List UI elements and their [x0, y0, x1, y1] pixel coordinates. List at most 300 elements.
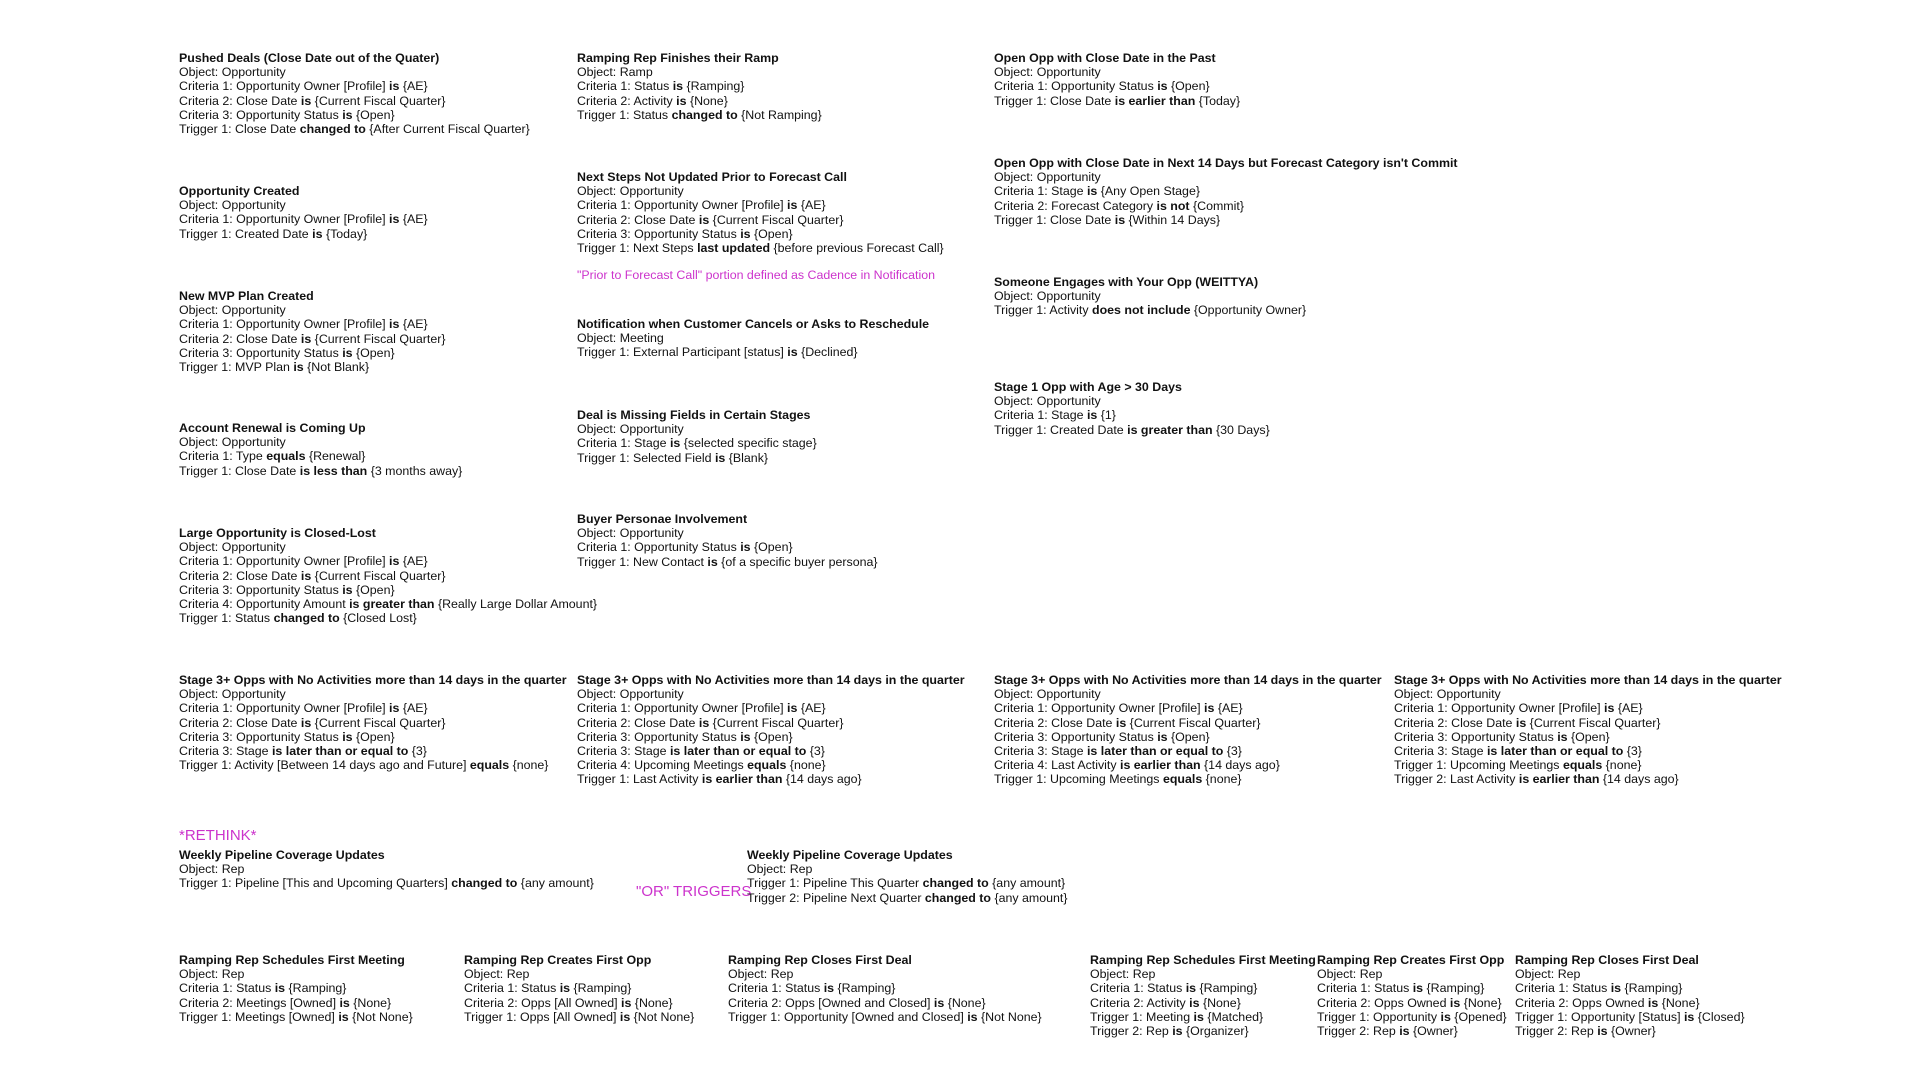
rule-text: Criteria 2: Close Date	[179, 568, 301, 583]
rule-line	[994, 744, 1382, 758]
rule-text: {Not Blank}	[303, 360, 370, 375]
rule-text: {none}	[509, 758, 549, 773]
rule-operator: changed to	[273, 611, 340, 626]
rule-operator: is	[1683, 1009, 1695, 1024]
rule-text: Trigger 1: Activity [Between 14 days ago and Future]	[179, 758, 470, 773]
rule-line	[994, 730, 1382, 744]
rule-title: Weekly Pipeline Coverage Updates	[747, 848, 953, 862]
rule-line	[179, 967, 413, 981]
rule-operator: is	[1157, 729, 1168, 744]
rule-line	[994, 758, 1382, 772]
rule-line	[577, 345, 929, 359]
rule-line	[179, 758, 567, 772]
rule-operator: is	[740, 729, 751, 744]
rule-line	[994, 303, 1306, 317]
rule-text: {none}	[1202, 772, 1242, 787]
rule-title: Ramping Rep Creates First Opp	[464, 953, 652, 967]
rule-text: {Not Ramping}	[737, 107, 822, 122]
rule-text: Criteria 3: Opportunity Status	[179, 729, 343, 744]
rule-line	[1090, 996, 1316, 1010]
rule-operator: changed to	[451, 876, 518, 891]
rule-open-opp-past	[994, 51, 1240, 108]
rule-line	[994, 184, 1458, 198]
rule-text: {AE}	[797, 701, 826, 716]
rule-text: {3}	[408, 744, 427, 759]
rule-operator: equals	[1562, 758, 1603, 773]
rule-text: {None}	[944, 995, 986, 1010]
rule-title: Weekly Pipeline Coverage Updates	[179, 848, 385, 862]
rule-line	[747, 891, 1067, 905]
rule-text: Criteria 2: Close Date	[577, 715, 699, 730]
rule-line	[577, 227, 944, 241]
rule-text: Object: Rep	[1090, 967, 1156, 982]
rule-line	[179, 540, 597, 554]
rule-text: Trigger 1: Pipeline This Quarter	[747, 876, 923, 891]
rule-text: Criteria 1: Status	[1515, 981, 1611, 996]
rule-text: {1}	[1097, 408, 1116, 423]
rule-text: Object: Opportunity	[1394, 687, 1501, 702]
rule-weekly-pipeline-1	[179, 848, 594, 891]
rule-line	[994, 94, 1240, 108]
rule-line	[464, 981, 694, 995]
rule-operator: is	[1114, 212, 1126, 227]
rule-line	[179, 597, 597, 611]
rule-opportunity-created	[179, 184, 428, 241]
rule-text: {Today}	[322, 226, 368, 241]
rule-operator: is	[300, 93, 312, 108]
rule-line	[994, 701, 1382, 715]
rule-pushed-deals	[179, 51, 530, 136]
rule-text: {Not None}	[348, 1009, 413, 1024]
rule-operator: is	[342, 107, 353, 122]
rule-text: {AE}	[399, 79, 428, 94]
rule-text: {Open}	[1167, 729, 1210, 744]
rule-text: {Any Open Stage}	[1097, 184, 1200, 199]
rule-text: Object: Rep	[1515, 967, 1581, 982]
rule-operator: is	[1193, 1009, 1204, 1024]
rule-text: {Declined}	[797, 345, 858, 360]
rule-line	[179, 332, 446, 346]
rule-operator: is	[1440, 1009, 1451, 1024]
rule-text: {Open}	[352, 729, 395, 744]
rule-text: {Open}	[1167, 79, 1210, 94]
rule-line	[994, 65, 1240, 79]
rule-text: Object: Opportunity	[994, 394, 1101, 409]
rule-operator: is earlier than	[1114, 93, 1196, 108]
rule-text: Criteria 3: Opportunity Status	[179, 107, 343, 122]
rule-text: Criteria 1: Opportunity Owner [Profile]	[179, 212, 390, 227]
rule-line	[1394, 716, 1782, 730]
rule-text: Trigger 1: Meeting	[1090, 1009, 1194, 1024]
rule-text: {Opportunity Owner}	[1190, 303, 1307, 318]
rule-line	[1090, 1010, 1316, 1024]
rule-operator: is	[714, 450, 726, 465]
rule-operator: is	[1647, 995, 1659, 1010]
rule-operator: is	[293, 360, 304, 375]
rule-text: {Renewal}	[305, 449, 366, 464]
rule-line	[577, 241, 944, 255]
rule-line	[577, 701, 965, 715]
rule-text: {Current Fiscal Quarter}	[311, 568, 446, 583]
rule-text: {None}	[349, 995, 392, 1010]
rule-text: {Current Fiscal Quarter}	[1526, 715, 1661, 730]
rule-title: Ramping Rep Schedules First Meeting	[1090, 953, 1316, 967]
rule-missing-fields	[577, 408, 817, 465]
rule-operator: is	[338, 1009, 349, 1024]
rule-new-mvp-plan	[179, 289, 446, 374]
rule-line	[577, 555, 878, 569]
rule-title: Notification when Customer Cancels or Asks to Reschedule	[577, 317, 930, 331]
rule-operator: is	[389, 317, 400, 332]
rule-line	[1515, 996, 1745, 1010]
rule-title: Deal is Missing Fields in Certain Stages	[577, 408, 811, 422]
rule-line	[179, 122, 530, 136]
rule-line	[1515, 1010, 1745, 1024]
rule-text: {none}	[786, 758, 826, 773]
rethink-note: *RETHINK*	[179, 827, 257, 844]
rule-text: Criteria 1: Stage	[577, 436, 670, 451]
rule-text: Object: Opportunity	[179, 540, 286, 555]
rule-text: Trigger 1: MVP Plan	[179, 360, 294, 375]
rule-operator: is less than	[299, 463, 368, 478]
rule-line	[179, 730, 567, 744]
rule-operator: is	[698, 715, 710, 730]
rule-line	[464, 996, 694, 1010]
rule-line	[179, 716, 567, 730]
rule-ramp-schedules-1	[179, 953, 413, 1024]
rule-operator: is greater than	[349, 597, 435, 612]
rule-text: {Ramping}	[683, 79, 745, 94]
or-triggers-note: "OR" TRIGGERS	[636, 883, 752, 900]
rule-line	[577, 331, 929, 345]
rule-text: Criteria 2: Activity	[1090, 995, 1190, 1010]
rule-ramp-schedules-2	[1090, 953, 1316, 1038]
rule-operator: does not include	[1092, 303, 1191, 318]
rule-title: Opportunity Created	[179, 184, 300, 198]
rule-line	[994, 423, 1270, 437]
rule-line	[1394, 772, 1782, 786]
rule-text: {Closed Lost}	[339, 611, 417, 626]
rule-ramp-creates-1	[464, 953, 694, 1024]
rule-text: {AE}	[399, 317, 428, 332]
rule-operator: is	[274, 981, 286, 996]
rule-text: {AE}	[1214, 701, 1243, 716]
rule-text: Trigger 1: Close Date	[994, 93, 1115, 108]
rule-next-steps-not-updated	[577, 170, 944, 255]
rule-text: Criteria 1: Status	[1317, 981, 1413, 996]
rule-text: Trigger 1: New Contact	[577, 554, 708, 569]
rule-line	[464, 1010, 694, 1024]
rule-operator: is	[787, 701, 798, 716]
rule-text: Criteria 1: Opportunity Owner [Profile]	[994, 701, 1205, 716]
rule-title: Account Renewal is Coming Up	[179, 421, 366, 435]
rule-text: Trigger 1: Opps [All Owned]	[464, 1009, 620, 1024]
rule-line	[577, 65, 822, 79]
rule-text: {Open}	[750, 226, 793, 241]
rule-operator: is	[300, 715, 312, 730]
rule-text: {none}	[1602, 758, 1642, 773]
rule-text: {After Current Fiscal Quarter}	[365, 122, 530, 137]
rule-text: {None}	[1460, 995, 1502, 1010]
rule-line	[994, 199, 1458, 213]
rule-text: {Owner}	[1607, 1024, 1656, 1039]
rule-title: Ramping Rep Finishes their Ramp	[577, 51, 779, 65]
rule-text: Criteria 1: Status	[179, 981, 275, 996]
rule-text: Criteria 4: Upcoming Meetings	[577, 758, 748, 773]
rule-operator: is	[339, 995, 350, 1010]
rule-text: Criteria 3: Opportunity Status	[577, 729, 741, 744]
rule-operator: is	[676, 93, 687, 108]
rule-line	[1090, 981, 1316, 995]
rule-text: {None}	[686, 93, 728, 108]
rule-text: Criteria 3: Opportunity Status	[577, 226, 741, 241]
rule-line	[1317, 981, 1507, 995]
rule-line	[747, 876, 1067, 890]
rule-text: Trigger 1: Activity	[994, 303, 1093, 318]
rule-text: {AE}	[399, 554, 428, 569]
rule-text: Trigger 1: Selected Field	[577, 450, 715, 465]
rule-line	[179, 198, 428, 212]
rule-operator: is	[342, 582, 353, 597]
rule-text: Criteria 1: Opportunity Owner [Profile]	[577, 701, 788, 716]
rule-text: Criteria 2: Close Date	[1394, 715, 1516, 730]
rule-someone-engages	[994, 275, 1306, 318]
rule-line	[1090, 1024, 1316, 1038]
rule-text: Criteria 1: Status	[464, 981, 560, 996]
rule-text: Criteria 2: Close Date	[179, 715, 301, 730]
rule-text: Object: Rep	[464, 967, 530, 982]
rule-text: Criteria 2: Opps [All Owned]	[464, 995, 622, 1010]
rule-text: {AE}	[399, 212, 428, 227]
rule-operator: is	[1449, 995, 1461, 1010]
rule-operator: is	[1399, 1024, 1410, 1039]
rule-text: Object: Opportunity	[577, 184, 684, 199]
rule-line	[577, 716, 965, 730]
rule-text: {Commit}	[1189, 198, 1244, 213]
rule-title: Large Opportunity is Closed-Lost	[179, 526, 376, 540]
rule-operator: is	[300, 331, 312, 346]
rule-text: {None}	[631, 995, 673, 1010]
rule-ramp-closes-2	[1515, 953, 1745, 1038]
rule-text: {Owner}	[1409, 1024, 1458, 1039]
rule-line	[179, 94, 530, 108]
rule-text: {Current Fiscal Quarter}	[311, 331, 446, 346]
rule-line	[994, 408, 1270, 422]
rule-line	[179, 862, 594, 876]
rule-line	[577, 198, 944, 212]
rule-operator: is	[787, 345, 798, 360]
rule-text: {Not None}	[630, 1009, 695, 1024]
rule-operator: is later than or equal to	[1086, 744, 1224, 759]
rule-text: {Ramping}	[285, 981, 347, 996]
rule-operator: is	[967, 1009, 978, 1024]
rule-operator: is	[1086, 408, 1098, 423]
rule-text: Trigger 1: Last Activity	[577, 772, 702, 787]
rule-text: {of a specific buyer persona}	[717, 554, 878, 569]
rule-operator: is	[1412, 981, 1424, 996]
rule-operator: is	[389, 79, 400, 94]
rule-operator: is	[787, 198, 798, 213]
rule-title: Open Opp with Close Date in Next 14 Days but Forecast Category isn't Commit	[994, 156, 1458, 170]
rule-line	[464, 967, 694, 981]
rule-line	[179, 227, 428, 241]
rule-text: {3}	[806, 744, 825, 759]
rule-line	[179, 435, 462, 449]
rule-text: {AE}	[797, 198, 826, 213]
rule-title: Stage 3+ Opps with No Activities more than 14 days in the quarter	[179, 673, 567, 687]
rule-line	[728, 996, 1042, 1010]
rule-operator: is	[312, 226, 323, 241]
rule-text: Criteria 3: Opportunity Status	[1394, 729, 1558, 744]
rule-operator: changed to	[922, 876, 989, 891]
rule-text: {Closed}	[1694, 1009, 1745, 1024]
rule-text: Criteria 2: Opps Owned	[1515, 995, 1648, 1010]
rule-line	[179, 611, 597, 625]
rule-text: {Open}	[352, 582, 395, 597]
rule-weekly-pipeline-2	[747, 848, 1067, 905]
rule-operator: equals	[1162, 772, 1203, 787]
rule-text: {Really Large Dollar Amount}	[434, 597, 598, 612]
rule-text: Trigger 2: Rep	[1317, 1024, 1400, 1039]
rule-operator: is	[669, 436, 681, 451]
rule-text: Criteria 1: Stage	[994, 408, 1087, 423]
rule-line	[179, 464, 462, 478]
rule-text: Trigger 1: Status	[179, 611, 274, 626]
rule-line	[994, 716, 1382, 730]
rule-title: Stage 3+ Opps with No Activities more than 14 days in the quarter	[994, 673, 1382, 687]
rule-text: Criteria 3: Opportunity Status	[994, 729, 1158, 744]
rule-operator: is later than or equal to	[1486, 744, 1624, 759]
rule-text: Trigger 1: Opportunity [Status]	[1515, 1009, 1684, 1024]
rule-line	[577, 213, 944, 227]
rule-line	[1394, 744, 1782, 758]
rule-line	[179, 687, 567, 701]
rule-text: Object: Meeting	[577, 331, 664, 346]
prior-forecast-note: "Prior to Forecast Call" portion defined as Cadence in Notification	[577, 268, 935, 282]
rule-text: {AE}	[399, 701, 428, 716]
rule-line	[1515, 967, 1745, 981]
rule-line	[1317, 967, 1507, 981]
rule-text: Criteria 1: Opportunity Owner [Profile]	[179, 79, 390, 94]
rule-line	[577, 744, 965, 758]
rule-operator: is	[1557, 729, 1568, 744]
rule-ramp-closes-1	[728, 953, 1042, 1024]
rule-operator: is	[621, 995, 632, 1010]
rule-line	[1394, 758, 1782, 772]
rule-stage3-v4	[1394, 673, 1782, 787]
rule-line	[994, 289, 1306, 303]
rule-text: {Open}	[352, 345, 395, 360]
rule-stage3-v3	[994, 673, 1382, 787]
rule-operator: is	[300, 568, 312, 583]
rule-operator: is	[342, 729, 353, 744]
rule-text: Trigger 1: Upcoming Meetings	[1394, 758, 1563, 773]
rule-text: Trigger 1: Next Steps	[577, 241, 698, 256]
rule-line	[577, 422, 817, 436]
rule-text: Object: Opportunity	[179, 435, 286, 450]
rule-text: Criteria 3: Stage	[994, 744, 1087, 759]
rule-title: Stage 3+ Opps with No Activities more than 14 days in the quarter	[1394, 673, 1782, 687]
rule-text: {Ramping}	[570, 981, 632, 996]
rule-operator: is	[1597, 1024, 1608, 1039]
rule-text: {any amount}	[988, 876, 1066, 891]
rule-text: Criteria 2: Close Date	[179, 331, 301, 346]
rule-text: {3}	[1223, 744, 1242, 759]
rule-line	[577, 758, 965, 772]
rule-text: Object: Opportunity	[994, 65, 1101, 80]
rule-operator: is	[1185, 981, 1197, 996]
rule-operator: is earlier than	[1120, 758, 1201, 773]
rule-operator: is	[823, 981, 835, 996]
rule-line	[179, 212, 428, 226]
rule-text: Criteria 1: Status	[728, 981, 824, 996]
rule-text: {Open}	[750, 729, 793, 744]
rule-operator: is	[1189, 995, 1200, 1010]
rule-text: Trigger 2: Rep	[1515, 1024, 1598, 1039]
rule-line	[577, 772, 965, 786]
rule-operator: equals	[266, 449, 306, 464]
rule-operator: is	[389, 212, 400, 227]
rule-operator: is	[672, 79, 684, 94]
rule-title: Pushed Deals (Close Date out of the Quater)	[179, 51, 440, 65]
rule-operator: is	[707, 554, 718, 569]
rule-operator: is	[1157, 79, 1168, 94]
rule-large-opp-closed-lost	[179, 526, 597, 625]
rule-text: Criteria 4: Opportunity Amount	[179, 597, 350, 612]
rule-line	[577, 436, 817, 450]
rule-text: Object: Rep	[1317, 967, 1383, 982]
rule-text: {Current Fiscal Quarter}	[1126, 715, 1261, 730]
rule-buyer-personae	[577, 512, 878, 569]
rule-text: Trigger 1: Pipeline [This and Upcoming Quarters]	[179, 876, 452, 891]
rule-title: Ramping Rep Creates First Opp	[1317, 953, 1505, 967]
rule-text: {Blank}	[725, 450, 769, 465]
rule-operator: changed to	[671, 107, 738, 122]
rule-text: Criteria 1: Status	[577, 79, 673, 94]
rule-line	[577, 730, 965, 744]
rule-line	[994, 213, 1458, 227]
rule-text: {Organizer}	[1182, 1024, 1249, 1039]
rule-text: Criteria 1: Opportunity Status	[577, 540, 741, 555]
rule-text: {AE}	[1614, 701, 1643, 716]
rule-text: Criteria 3: Stage	[577, 744, 670, 759]
rule-title: Ramping Rep Closes First Deal	[728, 953, 912, 967]
rule-text: {Opened}	[1450, 1009, 1507, 1024]
rule-text: Object: Opportunity	[179, 198, 286, 213]
rule-operator: changed to	[299, 122, 366, 137]
rule-stage3-v1	[179, 673, 567, 772]
rule-line	[179, 108, 530, 122]
rule-line	[994, 772, 1382, 786]
rule-operator: is	[389, 701, 400, 716]
rule-text: Trigger 1: Close Date	[179, 463, 300, 478]
rule-text: {any amount}	[991, 890, 1068, 905]
rule-line	[728, 967, 1042, 981]
rule-text: {14 days ago}	[782, 772, 862, 787]
rule-text: Object: Opportunity	[994, 687, 1101, 702]
rule-text: Object: Opportunity	[577, 422, 684, 437]
rule-text: {Open}	[750, 540, 793, 555]
rule-line	[179, 1010, 413, 1024]
rule-line	[577, 108, 822, 122]
rule-text: Criteria 1: Opportunity Owner [Profile]	[1394, 701, 1605, 716]
rule-text: Criteria 1: Stage	[994, 184, 1087, 199]
rule-operator: is	[619, 1009, 631, 1024]
rule-text: Trigger 1: Meetings [Owned]	[179, 1009, 339, 1024]
rule-text: Criteria 2: Forecast Category	[994, 198, 1157, 213]
rule-text: Trigger 1: External Participant [status]	[577, 345, 788, 360]
rule-line	[179, 744, 567, 758]
